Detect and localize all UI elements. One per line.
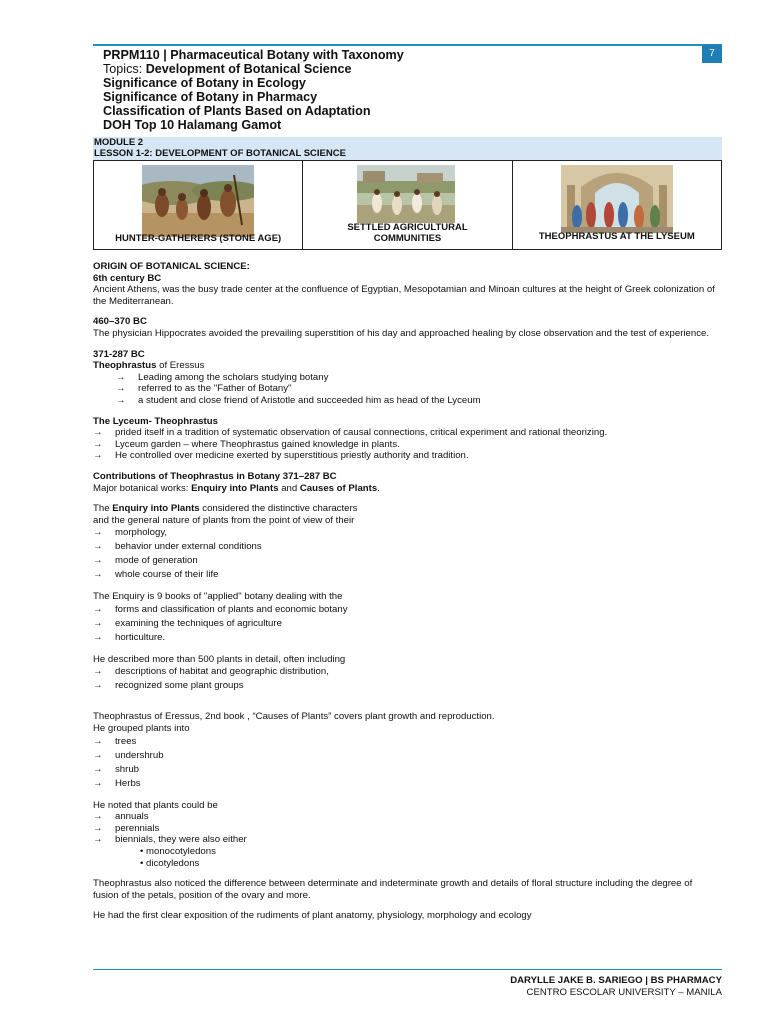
list-item: → annuals — [93, 811, 149, 823]
caption-hunter-gatherers: HUNTER-GATHERERS (STONE AGE) — [115, 233, 282, 244]
arrow-icon: → — [93, 811, 103, 823]
paragraph: Theophrastus also noticed the difference between determinate and indeterminate growth and details of floral structure including the degree of fusion of the petals, position of the ovary and more. — [93, 878, 693, 901]
paragraph: Theophrastus of Eressus, 2nd book , “Causes of Plants” covers plant growth and reproduction. — [93, 711, 495, 723]
paragraph: The Enquiry into Plants considered the distinctive characters — [93, 503, 358, 515]
arrow-icon: → — [93, 631, 103, 643]
arrow-icon: → — [116, 383, 126, 395]
footer-rule — [93, 969, 722, 970]
list-item: → prided itself in a tradition of systematic observation of causal connections, critical experiment and rational theorizing. — [93, 427, 608, 439]
arrow-icon: → — [93, 569, 103, 581]
image-cell-agricultural — [303, 161, 512, 249]
topics-line — [103, 62, 693, 76]
list-item: → descriptions of habitat and geographic distribution, — [93, 666, 329, 678]
arrow-icon: → — [93, 666, 103, 678]
list-item: → forms and classification of plants and economic botany — [93, 603, 348, 615]
list-item: → recognized some plant groups — [93, 680, 244, 692]
topic-item: Development of Botanical Science — [145, 62, 352, 76]
list-item: → whole course of their life — [93, 569, 219, 581]
list-item: → behavior under external conditions — [93, 541, 262, 553]
topic-item: Significance of Botany in Ecology — [103, 76, 306, 90]
caption-theophrastus: THEOPHRASTUS AT THE LYSEUM — [538, 231, 695, 242]
paragraph: Major botanical works: Enquiry into Plants and Causes of Plants. — [93, 482, 380, 494]
list-item: → Herbs — [93, 777, 141, 789]
document-footer — [510, 975, 722, 999]
period-heading: 371-287 BC — [93, 348, 145, 360]
list-item: → He controlled over medicine exerted by superstitious priestly authority and tradition. — [93, 450, 469, 462]
arrow-icon: → — [93, 450, 103, 462]
list-item: → undershrub — [93, 749, 164, 761]
section-heading: Contributions of Theophrastus in Botany 371–287 BC — [93, 470, 337, 482]
module-bar — [93, 137, 722, 160]
list-item: → referred to as the "Father of Botany" — [116, 383, 292, 395]
paragraph — [93, 360, 718, 372]
theophrastus-origin: of Eressus — [156, 360, 205, 372]
arrow-icon: → — [93, 777, 103, 789]
list-item: → trees — [93, 735, 137, 747]
paragraph: He had the first clear exposition of the rudiments of plant anatomy, physiology, morphology and ecology — [93, 910, 532, 922]
section-heading: ORIGIN OF BOTANICAL SCIENCE: — [93, 261, 250, 272]
list-item: → morphology, — [93, 527, 168, 539]
paragraph: He grouped plants into — [93, 723, 190, 735]
document-header — [103, 48, 693, 132]
sub-list-item: • monocotyledons — [140, 846, 216, 858]
arrow-icon: → — [93, 735, 103, 747]
arrow-icon: → — [93, 541, 103, 553]
arrow-icon: → — [93, 555, 103, 567]
arrow-icon: → — [93, 680, 103, 692]
module-title: MODULE 2 — [94, 137, 144, 148]
image-table — [93, 160, 722, 250]
arrow-icon: → — [93, 617, 103, 629]
paragraph: and the general nature of plants from the point of view of their — [93, 514, 355, 526]
list-item: → perennials — [93, 822, 160, 834]
list-item: → Lyceum garden – where Theophrastus gained knowledge in plants. — [93, 438, 400, 450]
paragraph: He described more than 500 plants in detail, often including — [93, 653, 346, 665]
page-number: 7 — [702, 45, 722, 63]
list-item: → a student and close friend of Aristotle and succeeded him as head of the Lyceum — [116, 394, 481, 406]
paragraph: He noted that plants could be — [93, 799, 218, 811]
arrow-icon: → — [93, 603, 103, 615]
arrow-icon: → — [116, 394, 126, 406]
course-title: PRPM110 | Pharmaceutical Botany with Taxonomy — [103, 48, 404, 62]
paragraph: The Enquiry is 9 books of "applied" botany dealing with the — [93, 591, 343, 603]
topic-item: Classification of Plants Based on Adaptation — [103, 104, 371, 118]
header-rule — [93, 44, 722, 46]
agricultural-communities-image — [357, 165, 455, 223]
paragraph: Ancient Athens, was the busy trade center at the confluence of Egyptian, Mesopotamian and Minoan cultures at the height of Greek colonization of the Mediterranean. — [93, 284, 715, 307]
list-item: → Leading among the scholars studying botany — [116, 371, 329, 383]
list-item: → shrub — [93, 763, 139, 775]
arrow-icon: → — [93, 834, 103, 846]
topics-label: Topics: — [103, 62, 146, 76]
list-item: → biennials, they were also either — [93, 834, 247, 846]
footer-author: DARYLLE JAKE B. SARIEGO | BS PHARMACY — [510, 975, 722, 986]
caption-agricultural-line1: SETTLED AGRICULTURAL — [347, 222, 468, 233]
arrow-icon: → — [93, 427, 103, 439]
arrow-icon: → — [93, 749, 103, 761]
period-heading: 6th century BC — [93, 272, 162, 284]
hunter-gatherers-image — [142, 165, 254, 237]
sub-list-item: • dicotyledons — [140, 857, 200, 869]
arrow-icon: → — [93, 438, 103, 450]
image-cell-theophrastus — [513, 161, 721, 249]
arrow-icon: → — [116, 371, 126, 383]
arrow-icon: → — [93, 822, 103, 834]
footer-school: CENTRO ESCOLAR UNIVERSITY – MANILA — [526, 987, 722, 998]
lesson-title: LESSON 1-2: DEVELOPMENT OF BOTANICAL SCIENCE — [94, 148, 346, 159]
section-heading: The Lyceum- Theophrastus — [93, 415, 218, 427]
lesson-content — [93, 261, 718, 922]
topic-item: DOH Top 10 Halamang Gamot — [103, 118, 282, 132]
paragraph: The physician Hippocrates avoided the prevailing superstition of his day and approached healing by close observation and the test of experience. — [93, 327, 709, 339]
list-item: → horticulture. — [93, 631, 166, 643]
list-item: → mode of generation — [93, 555, 198, 567]
theophrastus-lyceum-image — [561, 165, 673, 233]
image-cell-hunter-gatherers — [94, 161, 303, 249]
period-heading: 460–370 BC — [93, 316, 147, 328]
arrow-icon: → — [93, 527, 103, 539]
topic-item: Significance of Botany in Pharmacy — [103, 90, 318, 104]
theophrastus-name: Theophrastus — [93, 360, 157, 372]
list-item: → examining the techniques of agriculture — [93, 617, 282, 629]
arrow-icon: → — [93, 763, 103, 775]
caption-agricultural-line2: COMMUNITIES — [373, 233, 442, 244]
